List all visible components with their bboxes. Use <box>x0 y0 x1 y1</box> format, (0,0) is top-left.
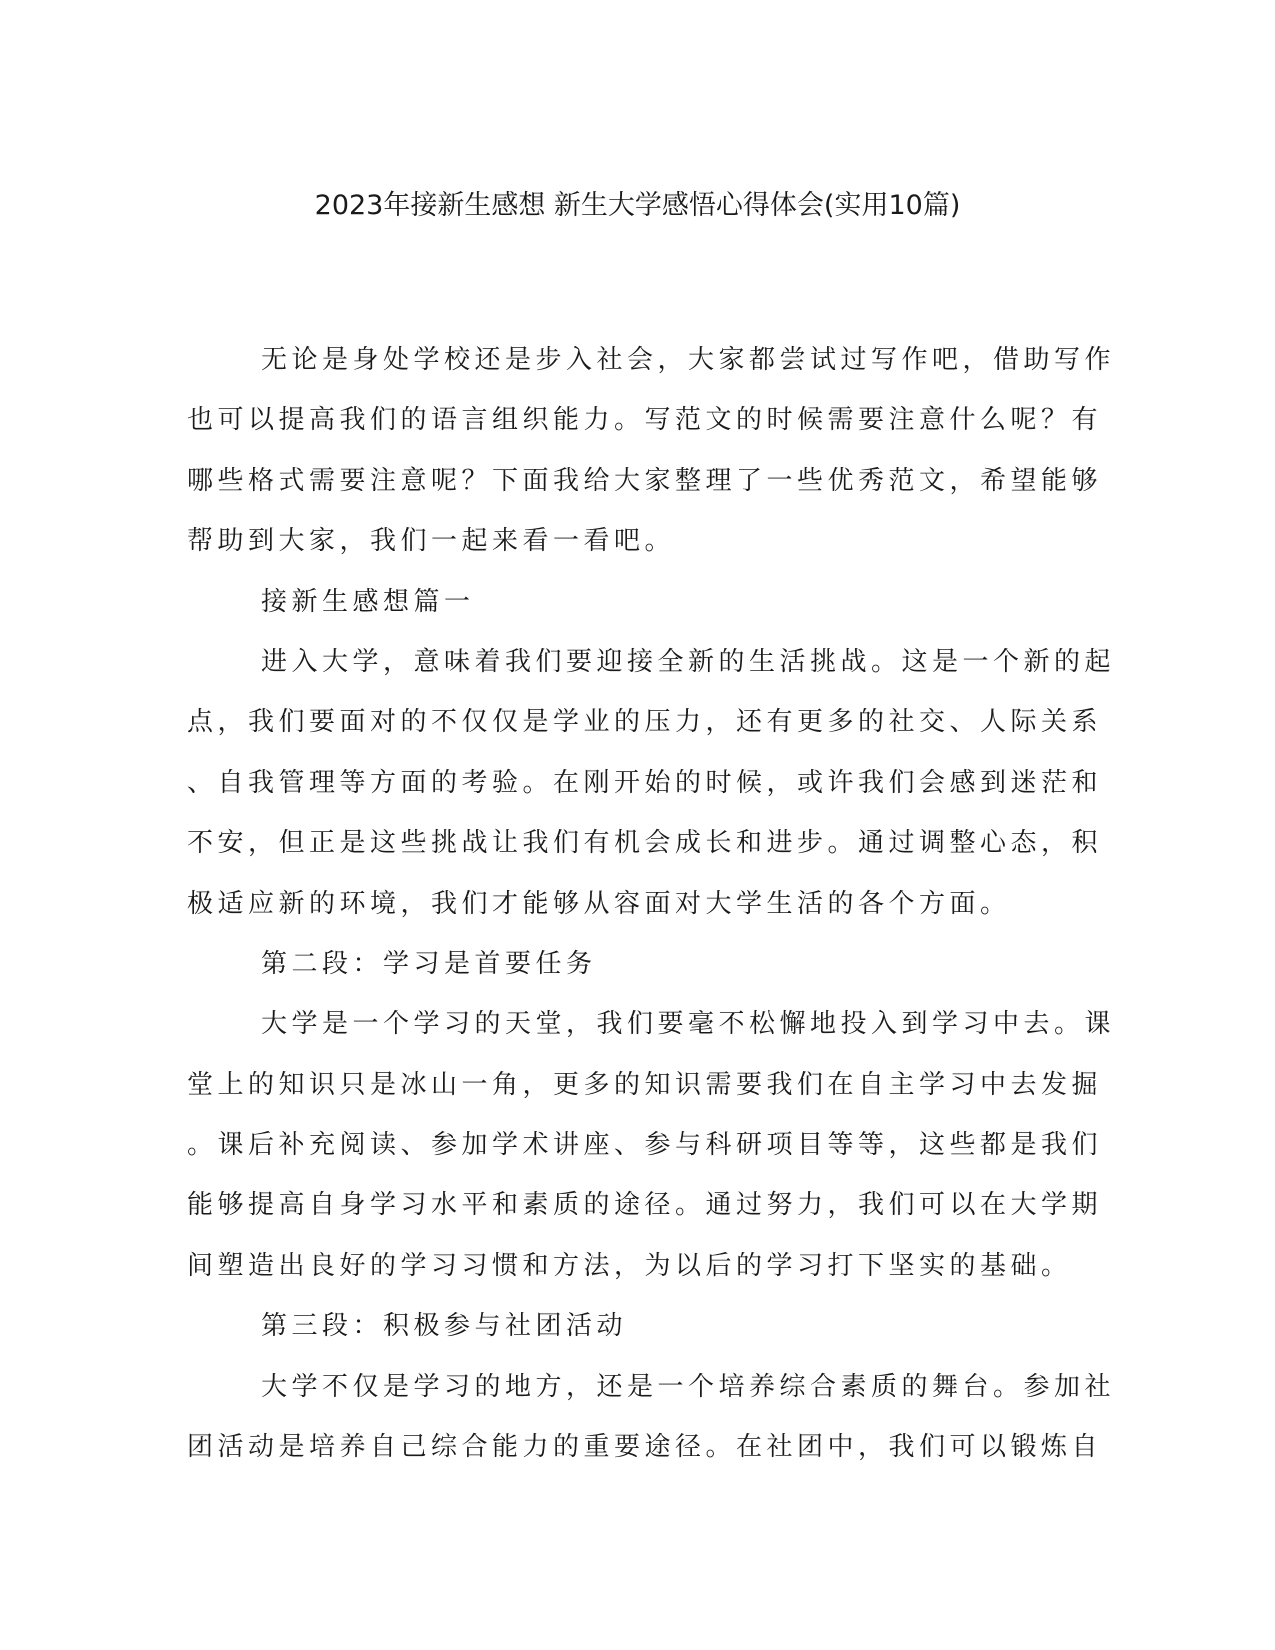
paragraph-line: 极适应新的环境，我们才能够从容面对大学生活的各个方面。 <box>187 888 1011 919</box>
paragraph-line: 哪些格式需要注意呢？下面我给大家整理了一些优秀范文，希望能够 <box>187 465 1103 496</box>
paragraph-line: 大学是一个学习的天堂，我们要毫不松懈地投入到学习中去。课 <box>261 1009 1116 1040</box>
paragraph-line: 点，我们要面对的不仅仅是学业的压力，还有更多的社交、人际关系 <box>187 707 1103 738</box>
paragraph-line: 也可以提高我们的语言组织能力。写范文的时候需要注意什么呢？有 <box>187 405 1103 436</box>
paragraph-line: 。课后补充阅读、参加学术讲座、参与科研项目等等，这些都是我们 <box>187 1130 1103 1161</box>
section-heading: 第二段：学习是首要任务 <box>261 948 597 979</box>
section-heading: 第三段：积极参与社团活动 <box>261 1311 628 1342</box>
paragraph-line: 堂上的知识只是冰山一角，更多的知识需要我们在自主学习中去发掘 <box>187 1069 1103 1100</box>
paragraph-line: 能够提高自身学习水平和素质的途径。通过努力，我们可以在大学期 <box>187 1190 1103 1221</box>
paragraph-line: 无论是身处学校还是步入社会，大家都尝试过写作吧，借助写作 <box>261 345 1116 375</box>
paragraph-line: 团活动是培养自己综合能力的重要途径。在社团中，我们可以锻炼自 <box>187 1432 1103 1463</box>
paragraph-line: 间塑造出良好的学习习惯和方法，为以后的学习打下坚实的基础。 <box>187 1250 1072 1281</box>
document-title: 2023年接新生感想 新生大学感悟心得体会(实用10篇) <box>314 190 961 221</box>
paragraph-line: 大学不仅是学习的地方，还是一个培养综合素质的舞台。参加社 <box>261 1371 1116 1402</box>
paragraph-line: 、自我管理等方面的考验。在刚开始的时候，或许我们会感到迷茫和 <box>187 767 1103 798</box>
section-heading: 接新生感想篇一 <box>261 586 475 617</box>
document-body <box>187 330 1116 1477</box>
paragraph-line: 不安，但正是这些挑战让我们有机会成长和进步。通过调整心态，积 <box>187 828 1103 859</box>
paragraph-line: 帮助到大家，我们一起来看一看吧。 <box>187 526 676 557</box>
paragraph-line: 进入大学，意味着我们要迎接全新的生活挑战。这是一个新的起 <box>261 646 1116 677</box>
